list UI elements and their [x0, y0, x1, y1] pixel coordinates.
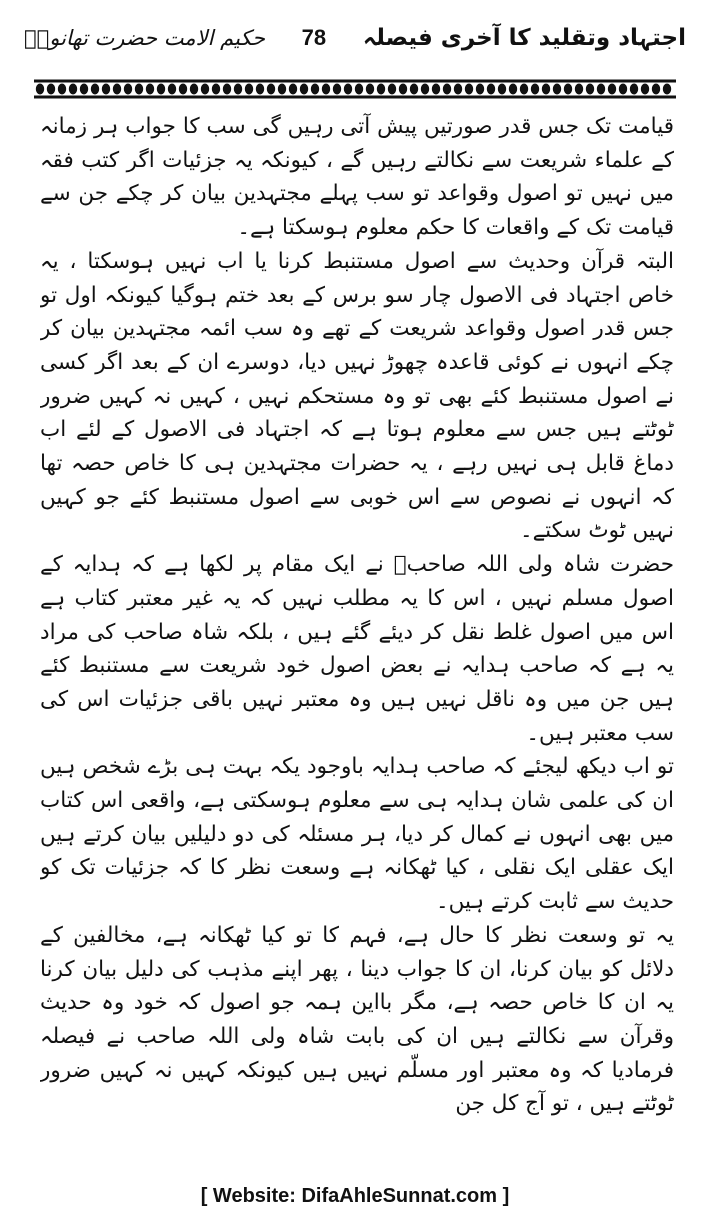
divider-bead	[58, 84, 66, 95]
book-title: اجتہاد وتقلید کا آخری فیصلہ	[362, 25, 686, 51]
divider-bead	[267, 84, 275, 95]
divider-bead	[663, 84, 671, 95]
divider-bead	[377, 84, 385, 95]
divider-bead	[509, 84, 517, 95]
paragraph-5: یہ تو وسعت نظر کا حال ہے، فہم کا تو کیا ٹھکانہ ہے، مخالفین کے دلائل کو بیان کرنا، ان کا جواب دینا ، پھر اپنے مذہب کی دلیل بیان کرنا یہ ان کا خاص حصہ ہے، مگر بااین ہمہ جو اصول کہ خود وہ حدیث وقرآن سے نکالتے ہیں ان کی بابت شاہ ولی اللہ صاحب نے فیصلہ فرمادیا کہ وہ معتبر اور مسلّم نہیں ہیں کیونکہ کہیں نہ کہیں ضرور ٹوٹتے ہیں ، تو آج کل جن	[40, 922, 674, 1117]
paragraph-2: البتہ قرآن وحدیث سے اصول مستنبط کرنا یا اب نہیں ہوسکتا ، یہ خاص اجتہاد فی الاصول چار سو برس کے بعد ختم ہوگیا کیونکہ اول تو جس قدر اصول وقواعد شریعت کے تھے وہ سب ائمہ مجتہدین بیان کر چکے انہوں نے کوئی قاعدہ چھوڑ نہیں دیا، دوسرے ان کے بعد اگر کسی نے اصول مستنبط کئے بھی تو وہ مستحکم نہیں ، کہیں نہ کہیں ضرور ٹوٹتے ہیں جس سے معلوم ہوتا ہے کہ اجتہاد فی الاصول کے لئے اب دماغ قابل ہی نہیں رہے ، یہ حضرات مجتہدین ہی کا خاص حصہ تھا کہ انہوں نے نصوص سے اس خوبی سے اصول مستنبط کئے جو کہیں نہیں ٹوٹ سکتے۔	[40, 248, 674, 544]
divider-bead	[366, 84, 374, 95]
divider-bead	[300, 84, 308, 95]
divider-bead	[410, 84, 418, 95]
divider-bead	[135, 84, 143, 95]
divider-bead	[113, 84, 121, 95]
divider-bead	[278, 84, 286, 95]
divider-bead	[399, 84, 407, 95]
paragraph-3: حضرت شاہ ولی اللہ صاحبؒ نے ایک مقام پر لکھا ہے کہ ہدایہ کے اصول مسلم نہیں ، اس کا یہ مطلب نہیں کہ یہ غیر معتبر کتاب ہے اس میں اصول غلط نقل کر دیئے گئے ہیں ، بلکہ شاہ صاحب کی مراد یہ ہے کہ صاحب ہدایہ نے بعض اصول خود شریعت سے مستنبط کئے ہیں جن میں وہ ناقل نہیں ہیں وہ معتبر نہیں باقی جزئیات اس کی سب معتبر ہیں۔	[40, 552, 674, 746]
paragraph-4: تو اب دیکھ لیجئے کہ صاحب ہدایہ باوجود یکہ بہت ہی بڑے شخص ہیں ان کی علمی شان ہدایہ ہی سے معلوم ہوسکتی ہے، واقعی اس کتاب میں بھی انہوں نے کمال کر دیا، ہر مسئلہ کی دو دلیلیں بیان کرتے ہیں ایک عقلی ایک نقلی ، کیا ٹھکانہ ہے وسعت نظر کا کہ جزئیات تک کو حدیث سے ثابت کرتے ہیں۔	[40, 754, 674, 915]
divider-bead	[531, 84, 539, 95]
page-header	[24, 14, 686, 62]
divider-bead	[575, 84, 583, 95]
divider-bead	[146, 84, 154, 95]
page-footer	[0, 1180, 710, 1212]
divider-bead	[454, 84, 462, 95]
divider-bead	[344, 84, 352, 95]
divider-bead	[124, 84, 132, 95]
website-link[interactable]: [ Website: DifaAhleSunnat.com ]	[200, 1184, 510, 1207]
page-body	[40, 110, 674, 1160]
divider-bead	[355, 84, 363, 95]
divider-bead	[223, 84, 231, 95]
divider-bead	[520, 84, 528, 95]
divider-bead	[157, 84, 165, 95]
page-number: 78	[301, 25, 327, 50]
divider-bead	[476, 84, 484, 95]
divider-bead	[190, 84, 198, 95]
divider-bead	[421, 84, 429, 95]
divider-bead	[322, 84, 330, 95]
divider-bead	[47, 84, 55, 95]
divider-bead	[245, 84, 253, 95]
divider-bead	[80, 84, 88, 95]
divider-bead	[289, 84, 297, 95]
divider-bead	[168, 84, 176, 95]
divider-bead	[443, 84, 451, 95]
divider-bead	[641, 84, 649, 95]
decorative-divider	[34, 78, 676, 100]
divider-bead	[586, 84, 594, 95]
divider-bead	[487, 84, 495, 95]
divider-bead	[311, 84, 319, 95]
divider-bead	[553, 84, 561, 95]
divider-bead	[36, 84, 44, 95]
divider-bead	[179, 84, 187, 95]
divider-bead	[465, 84, 473, 95]
divider-bead	[498, 84, 506, 95]
divider-bead	[388, 84, 396, 95]
divider-bead	[201, 84, 209, 95]
divider-bead	[542, 84, 550, 95]
divider-bead	[212, 84, 220, 95]
divider-bead	[102, 84, 110, 95]
divider-bead	[652, 84, 660, 95]
divider-bead	[597, 84, 605, 95]
divider-bead	[256, 84, 264, 95]
divider-bead	[234, 84, 242, 95]
divider-bead	[69, 84, 77, 95]
paragraph-1: قیامت تک جس قدر صورتیں پیش آتی رہیں گی سب کا جواب ہر زمانہ کے علماء شریعت سے نکالتے رہیں گے ، کیونکہ یہ جزئیات اگر کتب فقہ میں نہیں تو اصول وقواعد تو سب پہلے مجتہدین بیان کر چکے جن سے قیامت تک کے واقعات کا حکم معلوم ہوسکتا ہے۔	[40, 114, 674, 241]
divider-bead	[608, 84, 616, 95]
divider-bead	[91, 84, 99, 95]
divider-bead	[630, 84, 638, 95]
author-name: حکیم الامت حضرت تھانویؒ	[24, 26, 265, 50]
divider-bead	[619, 84, 627, 95]
divider-bead	[564, 84, 572, 95]
divider-bead	[333, 84, 341, 95]
divider-bead	[432, 84, 440, 95]
